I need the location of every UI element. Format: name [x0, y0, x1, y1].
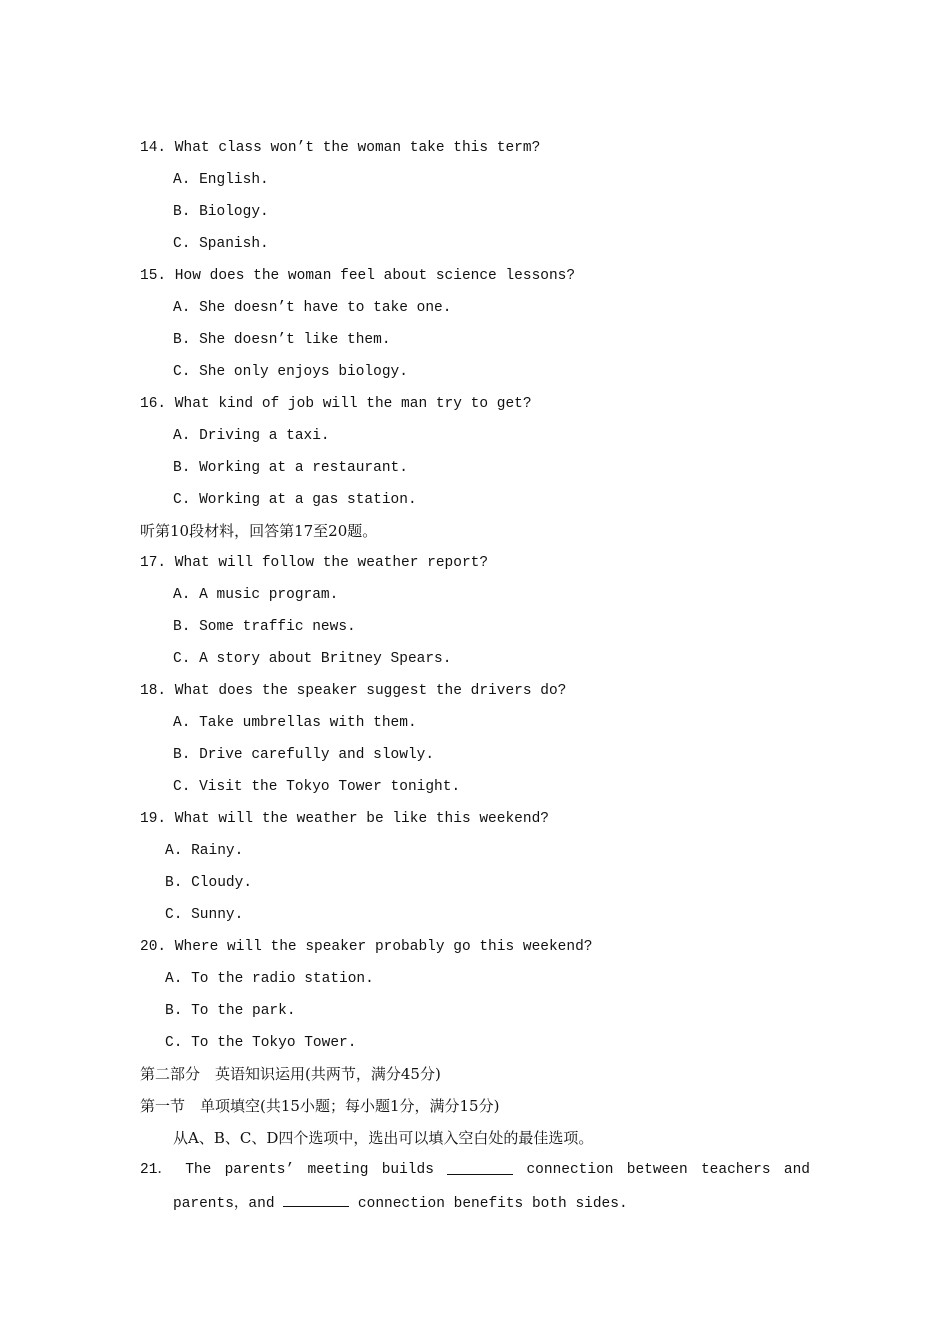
question-17-stem: 17. What will follow the weather report?	[140, 555, 489, 571]
question-18-option-c: C. Visit the Tokyo Tower tonight.	[173, 779, 461, 795]
question-20-stem: 20. Where will the speaker probably go this weekend?	[140, 939, 593, 955]
section-1-title: 第一节 单项填空(共15小题；每小题1分，满分15分)	[140, 1097, 500, 1115]
question-14-option-a: A. English.	[173, 172, 269, 188]
question-21-word: teachers	[700, 1162, 771, 1178]
part-2-title: 第二部分 英语知识运用(共两节，满分45分)	[140, 1065, 441, 1083]
question-21-text: connection benefits both sides.	[349, 1196, 628, 1212]
question-14-stem: 14. What class won’t the woman take this term?	[140, 140, 541, 156]
question-20-option-a: A. To the radio station.	[165, 971, 374, 987]
question-18-stem: 18. What does the speaker suggest the drivers do?	[140, 683, 567, 699]
question-15-option-a: A. She doesn’t have to take one.	[173, 300, 452, 316]
question-19-stem: 19. What will the weather be like this weekend?	[140, 811, 549, 827]
question-21-word: meeting	[307, 1162, 369, 1178]
question-21-line-1	[140, 1159, 810, 1181]
question-20-option-c: C. To the Tokyo Tower.	[165, 1035, 357, 1051]
question-15-option-b: B. She doesn’t like them.	[173, 332, 391, 348]
answer-blank-1[interactable]	[447, 1159, 513, 1175]
question-16-stem: 16. What kind of job will the man try to get?	[140, 396, 532, 412]
question-15-option-c: C. She only enjoys biology.	[173, 364, 408, 380]
question-18-option-b: B. Drive carefully and slowly.	[173, 747, 435, 763]
question-17-option-a: A. A music program.	[173, 587, 339, 603]
question-17-option-c: C. A story about Britney Spears.	[173, 651, 452, 667]
question-21-word: connection	[526, 1162, 614, 1178]
question-21-word: and	[783, 1162, 810, 1178]
question-19-option-b: B. Cloudy.	[165, 875, 253, 891]
question-15-stem: 15. How does the woman feel about science lessons?	[140, 268, 576, 284]
question-21-text: parents，and	[173, 1196, 284, 1212]
question-14-option-b: B. Biology.	[173, 204, 269, 220]
question-17-option-b: B. Some traffic news.	[173, 619, 356, 635]
question-21-word: between	[626, 1162, 688, 1178]
question-21-word: builds	[381, 1162, 434, 1178]
answer-blank-2[interactable]	[283, 1191, 349, 1207]
section-note: 听第10段材料，回答第17至20题。	[140, 522, 378, 540]
question-16-option-a: A. Driving a taxi.	[173, 428, 330, 444]
question-14-option-c: C. Spanish.	[173, 236, 269, 252]
question-18-option-a: A. Take umbrellas with them.	[173, 715, 417, 731]
question-21-line-2	[173, 1191, 628, 1213]
question-20-option-b: B. To the park.	[165, 1003, 296, 1019]
question-19-option-a: A. Rainy.	[165, 843, 244, 859]
question-16-option-c: C. Working at a gas station.	[173, 492, 417, 508]
question-21-word: parents’	[224, 1162, 295, 1178]
question-21-word: The	[185, 1162, 212, 1178]
question-16-option-b: B. Working at a restaurant.	[173, 460, 408, 476]
section-instruction: 从A、B、C、D四个选项中，选出可以填入空白处的最佳选项。	[173, 1129, 594, 1147]
question-21-number: 21．	[140, 1162, 172, 1178]
question-19-option-c: C. Sunny.	[165, 907, 244, 923]
